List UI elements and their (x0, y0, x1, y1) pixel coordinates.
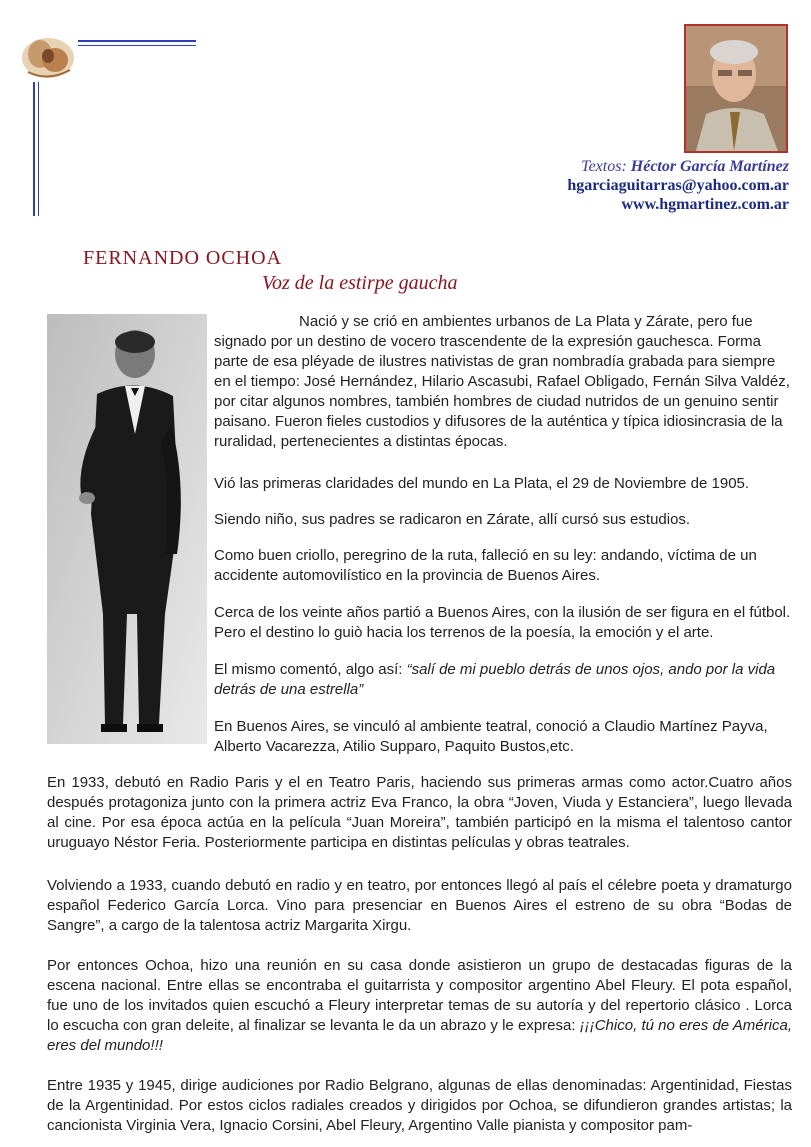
article-title: FERNANDO OCHOA (83, 247, 283, 269)
credit-author: Héctor García Martínez (630, 158, 789, 175)
intro-paragraph (214, 312, 792, 452)
article-subtitle: Voz de la estirpe gaucha (262, 272, 458, 294)
credit-label: Textos: (581, 158, 627, 175)
quote-intro: El mismo comentó, algo así: (214, 661, 407, 678)
paragraph: Cerca de los veinte años partió a Buenos Aires, con la ilusión de ser figura en el fútbol. Pero el destino lo guiò hacia los terrenos de la poesía, la emoción y el arte. (214, 604, 791, 641)
birth-paragraph (214, 474, 792, 494)
childhood-paragraph (214, 510, 792, 530)
author-email[interactable]: hgarciaguitarras@yahoo.com.ar (567, 177, 789, 194)
singer-photo (47, 314, 207, 744)
decorative-rule (78, 40, 196, 42)
paragraph: Siendo niño, sus padres se radicaron en Zárate, allí cursó sus estudios. (214, 511, 691, 528)
paragraph: Entre 1935 y 1945, dirige audiciones por Radio Belgrano, algunas de ellas denominadas: Argentinidad, Fiestas de la Argentinidad. Por estos ciclos radiales creados y dirigidos por Ochoa, se difundieron grandes artistas; la cancionista Virginia Vera, Ignacio Corsini, Abel Fleury, Argentino Valle pianista y compositor pam- (47, 1077, 792, 1134)
author-photo (684, 24, 788, 153)
lorca-quote: ¡¡¡Chico, tú no eres de América, eres del mundo!!! (47, 1017, 792, 1054)
radio-paragraph (47, 773, 792, 853)
author-website[interactable]: www.hgmartinez.com.ar (621, 196, 789, 213)
paragraph: Vió las primeras claridades del mundo en La Plata, el 29 de Noviembre de 1905. (214, 475, 750, 492)
paragraph: Nació y se crió en ambientes urbanos de La Plata y Zárate, pero fue signado por un destino de vocero trascendente de la expresión gauchesca. Forma parte de esa pléyade de ilustres nativistas de gran nombradía grabada para siempre en el tiempo: José Hernández, Hilario Ascasubi, Rafael Obligado, Fernán Silva Valdéz, por citar algunos nombres, también hombres de ciudad nutridos de un genuino sentir paisano. Fueron fieles custodios y difusores de la auténtica y típica idiosincrasia de la ruralidad, pertenecientes a distintas épocas. (214, 313, 790, 450)
flower-ornament-icon (18, 32, 76, 82)
lorca-arrival-paragraph (47, 876, 792, 936)
author-credits (567, 157, 789, 214)
decorative-rule (78, 45, 196, 46)
paragraph: Volviendo a 1933, cuando debutó en radio y en teatro, por entonces llegó al país el célebre poeta y dramaturgo español Federico García Lorca. Vino para presenciar en Buenos Aires el estreno de su obra “Bodas de Sangre”, a cargo de la talentosa actriz Margarita Xirgu. (47, 877, 792, 934)
football-paragraph (214, 603, 792, 643)
radio-belgrano-paragraph (47, 1076, 792, 1136)
decorative-rule (38, 82, 39, 216)
quote-paragraph (214, 660, 792, 700)
paragraph: Como buen criollo, peregrino de la ruta, falleció en su ley: andando, víctima de un accidente automovilístico en la provincia de Buenos Aires. (214, 547, 757, 584)
theatre-paragraph (214, 717, 792, 757)
death-paragraph (214, 546, 792, 586)
lorca-text: Por entonces Ochoa, hizo una reunión en su casa donde asistieron un grupo de destacadas figuras de la escena nacional. Entre ellas se encontraba el guitarrista y compositor argentino Abel Fleury. El pota español, fue uno de los invitados quien escuchó a Fleury interpretar temas de su autoría y del repertorio clásico . Lorca lo escucha con gran deleite, al finalizar se levanta le da un abrazo y le expresa: (47, 957, 792, 1034)
quote-text: “salí de mi pueblo detrás de unos ojos, ando por la vida detrás de una estrella” (214, 661, 776, 698)
paragraph: En Buenos Aires, se vinculó al ambiente teatral, conoció a Claudio Martínez Payva, Alberto Vacarezza, Atilio Supparo, Paquito Bustos,etc. (214, 718, 768, 755)
decorative-rule (33, 82, 35, 216)
paragraph: En 1933, debutó en Radio Paris y el en Teatro Paris, haciendo sus primeras armas como actor.Cuatro años después protagoniza junto con la primera actriz Eva Franco, la obra “Joven, Viuda y Estanciera”, luego llevada al cine. Por esa época actúa en la película “Juan Moreira”, también participó en la misma el talentoso cantor uruguayo Néstor Feria. Posteriormente participa en distintas películas y obras teatrales. (47, 774, 792, 851)
lorca-meeting-paragraph (47, 956, 792, 1056)
